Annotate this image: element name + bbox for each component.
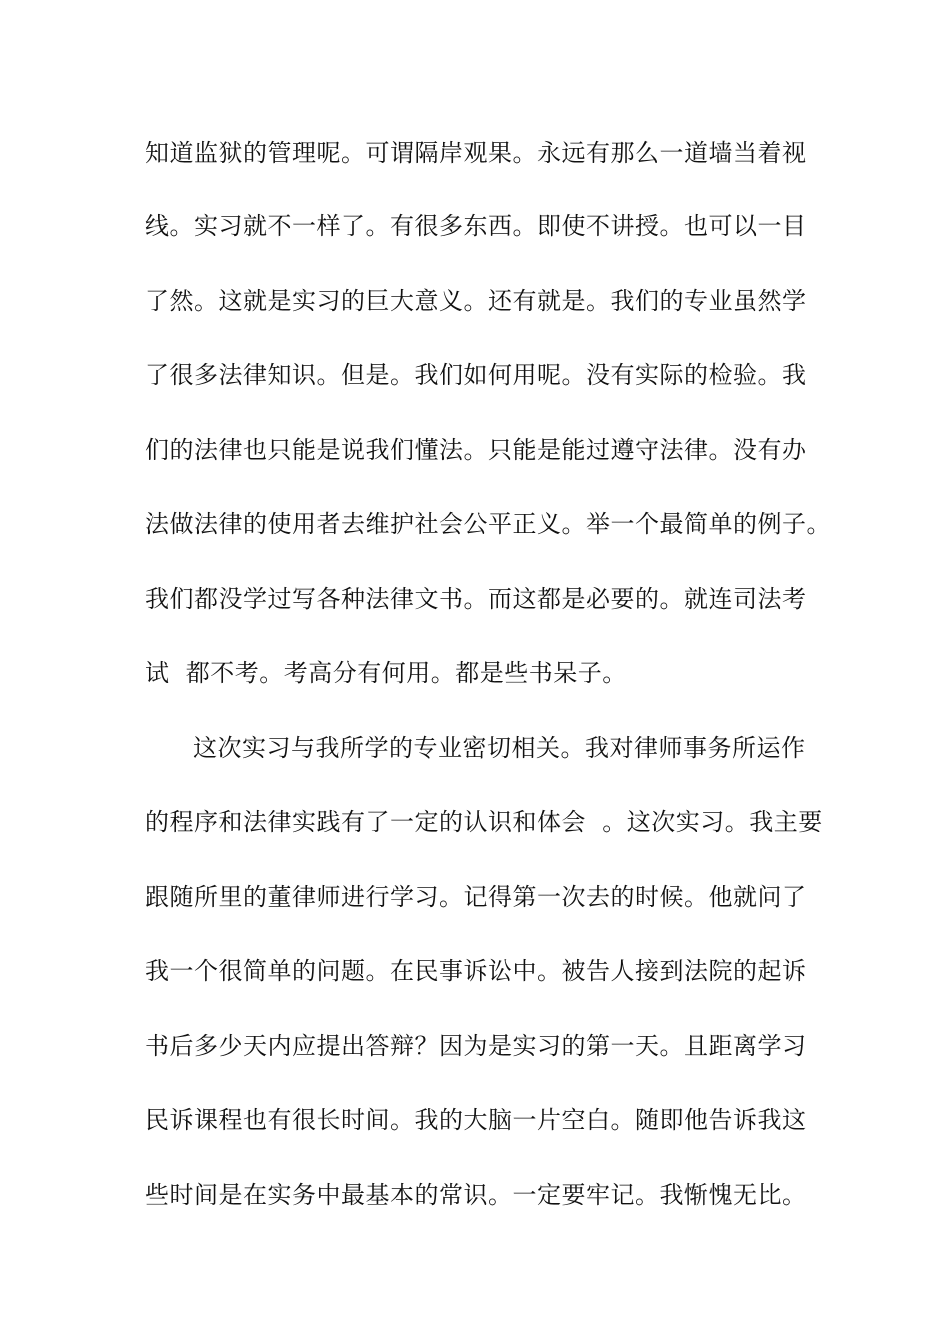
text-line: 们的法律也只能是说我们懂法。只能是能过遵守法律。没有办: [145, 436, 807, 464]
text-line: 我们都没学过写各种法律文书。而这都是必要的。就连司法考: [145, 585, 807, 613]
text-line: 了然。这就是实习的巨大意义。还有就是。我们的专业虽然学: [145, 287, 807, 315]
paragraph-first-line: 这次实习与我所学的专业密切相关。我对律师事务所运作: [193, 734, 806, 762]
text-line: 些时间是在实务中最基本的常识。一定要牢记。我惭愧无比。: [145, 1181, 807, 1209]
text-line: 跟随所里的董律师进行学习。记得第一次去的时候。他就问了: [145, 883, 807, 911]
text-line: 试 都不考。考高分有何用。都是些书呆子。: [145, 659, 627, 687]
text-line: 了很多法律知识。但是。我们如何用呢。没有实际的检验。我: [145, 361, 807, 389]
text-line: 我一个很简单的问题。在民事诉讼中。被告人接到法院的起诉: [145, 957, 807, 985]
text-line: 民诉课程也有很长时间。我的大脑一片空白。随即他告诉我这: [145, 1106, 807, 1134]
text-line: 的程序和法律实践有了一定的认识和体会 。这次实习。我主要: [145, 808, 823, 836]
text-line: 知道监狱的管理呢。可谓隔岸观果。永远有那么一道墙当着视: [145, 139, 807, 167]
text-line: 线。实习就不一样了。有很多东西。即使不讲授。也可以一目: [145, 212, 807, 240]
text-line: 法做法律的使用者去维护社会公平正义。举一个最简单的例子。: [145, 510, 831, 538]
text-line: 书后多少天内应提出答辩？因为是实习的第一天。且距离学习: [145, 1032, 807, 1060]
